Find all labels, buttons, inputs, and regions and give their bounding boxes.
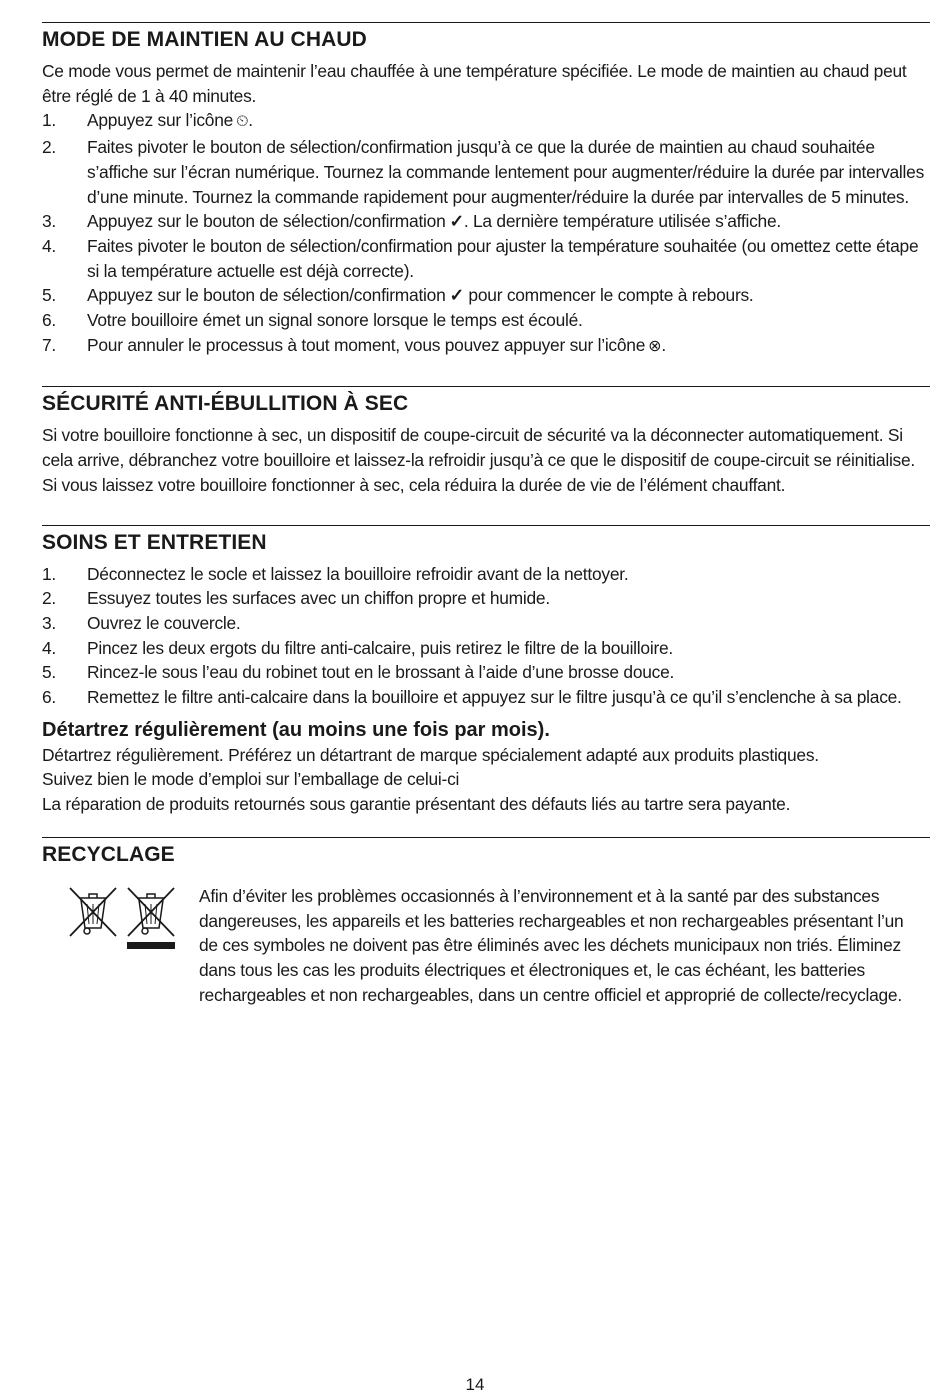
list-item xyxy=(42,209,930,234)
descale-line: Détartrez régulièrement. Préférez un détartrant de marque spécialement adapté aux produits plastiques. xyxy=(42,744,819,765)
care-title: SOINS ET ENTRETIEN xyxy=(42,530,267,554)
dry-boil-section xyxy=(42,386,930,497)
step-number: 7. xyxy=(42,334,57,355)
list-item xyxy=(42,108,930,135)
page-number: 14 xyxy=(465,1375,485,1394)
step-text: Pincez les deux ergots du filtre anti-calcaire, puis retirez le filtre de la bouilloire. xyxy=(87,637,673,658)
step-text: Votre bouilloire émet un signal sonore lorsque le temps est écoulé. xyxy=(87,310,583,331)
step-number: 5. xyxy=(42,285,57,306)
weee-symbols xyxy=(67,884,182,954)
care-steps xyxy=(42,562,930,710)
dry-boil-title: SÉCURITÉ ANTI-ÉBULLITION À SEC xyxy=(42,392,409,416)
list-item xyxy=(42,562,930,587)
step-text: Appuyez sur le bouton de sélection/confirmation xyxy=(87,285,446,306)
step-text-after: . xyxy=(248,110,253,131)
step-number: 3. xyxy=(42,211,57,232)
step-text: Faites pivoter le bouton de sélection/confirmation jusqu’à ce que la durée de maintien au chaud souhaitée s’affiche sur l’écran numérique. Tournez la commande lentement pour augmenter/réduire la durée par intervalles d’une minute. Tournez la commande rapidement pour augmenter/réduire la durée par intervalles de 5 minutes. xyxy=(87,137,925,207)
step-text: Remettez le filtre anti-calcaire dans la bouilloire et appuyez sur le filtre jusqu’à ce qu’il s’enclenche à sa place. xyxy=(87,687,902,708)
crossed-out-wheelie-bin-with-bar-icon xyxy=(127,888,175,949)
list-item xyxy=(42,636,930,661)
recycling-symbols xyxy=(67,884,182,954)
step-number: 3. xyxy=(42,612,57,633)
list-item xyxy=(42,135,930,209)
descale-line: La réparation de produits retournés sous garantie présentant des défauts liés au tartre sera payante. xyxy=(42,794,791,815)
descale-title: Détartrez régulièrement (au moins une fois par mois). xyxy=(42,718,550,741)
cancel-icon: ⊗ xyxy=(648,337,662,355)
list-item xyxy=(42,308,930,333)
step-number: 4. xyxy=(42,235,57,256)
step-text: Essuyez toutes les surfaces avec un chiffon propre et humide. xyxy=(87,588,550,609)
step-text: Appuyez sur l’icône xyxy=(87,110,234,131)
list-item xyxy=(42,660,930,685)
recycling-body: Afin d’éviter les problèmes occasionnés à l’environnement et à la santé par des substances dangereuses, les appareils et les batteries rechargeables et non rechargeables présentant l’un de ces symboles ne doivent pas être éliminés avec les déchets municipaux non triés. Éliminez dans tous les cas les produits électriques et électroniques et, le cas échéant, les batteries rechargeables et non rechargeables, dans un centre officiel et approprié de collecte/recyclage. xyxy=(199,885,904,1005)
keep-warm-title: MODE DE MAINTIEN AU CHAUD xyxy=(42,28,367,51)
checkmark-icon: ✓ xyxy=(449,285,464,306)
recycling-block xyxy=(42,876,930,1036)
step-number: 2. xyxy=(42,588,57,609)
step-text: Pour annuler le processus à tout moment, vous pouvez appuyer sur l’icône xyxy=(87,334,646,355)
keep-warm-section xyxy=(42,22,930,359)
step-text: Déconnectez le socle et laissez la bouilloire refroidir avant de la nettoyer. xyxy=(87,563,629,584)
checkmark-icon: ✓ xyxy=(449,211,464,232)
crossed-out-wheelie-bin-icon xyxy=(70,888,116,936)
step-text: Appuyez sur le bouton de sélection/confirmation xyxy=(87,211,446,232)
step-number: 1. xyxy=(42,110,57,131)
list-item xyxy=(42,611,930,636)
step-text-after: pour commencer le compte à rebours. xyxy=(463,285,754,306)
list-item xyxy=(42,586,930,611)
care-section xyxy=(42,525,930,817)
manual-page xyxy=(42,0,930,1036)
step-text-after: . xyxy=(661,334,666,355)
step-number: 1. xyxy=(42,563,57,584)
descale-line: Suivez bien le mode d’emploi sur l’emballage de celui-ci xyxy=(42,769,460,790)
step-text-after: . La dernière température utilisée s’affiche. xyxy=(463,211,781,232)
list-item xyxy=(42,283,930,308)
recycling-title: RECYCLAGE xyxy=(42,842,175,866)
keep-warm-steps xyxy=(42,108,930,359)
timer-icon: ⏲ xyxy=(236,113,249,131)
step-number: 2. xyxy=(42,137,57,158)
step-number: 4. xyxy=(42,637,57,658)
step-number: 6. xyxy=(42,687,57,708)
list-item xyxy=(42,685,930,710)
step-text: Rincez-le sous l’eau du robinet tout en le brossant à l’aide d’une brosse douce. xyxy=(87,662,675,683)
dry-boil-body: Si votre bouilloire fonctionne à sec, un dispositif de coupe-circuit de sécurité va la déconnecter automatiquement. Si cela arrive, débranchez votre bouilloire et laissez-la refroidir jusqu’à ce que le dispositif de coupe-circuit se réinitialise. Si vous laissez votre bouilloire fonctionner à sec, cela réduira la durée de vie de l’élément chauffant. xyxy=(42,425,916,495)
recycling-section xyxy=(42,837,930,1036)
step-text: Ouvrez le couvercle. xyxy=(87,612,241,633)
step-text: Faites pivoter le bouton de sélection/confirmation pour ajuster la température souhaitée (ou omettez cette étape si la température actuelle est déjà correcte). xyxy=(87,235,919,281)
step-number: 6. xyxy=(42,310,57,331)
list-item xyxy=(42,234,930,283)
list-item xyxy=(42,333,930,360)
keep-warm-intro: Ce mode vous permet de maintenir l’eau chauffée à une température spécifiée. Le mode de maintien au chaud peut être réglé de 1 à 40 minutes. xyxy=(42,61,907,106)
step-number: 5. xyxy=(42,662,57,683)
